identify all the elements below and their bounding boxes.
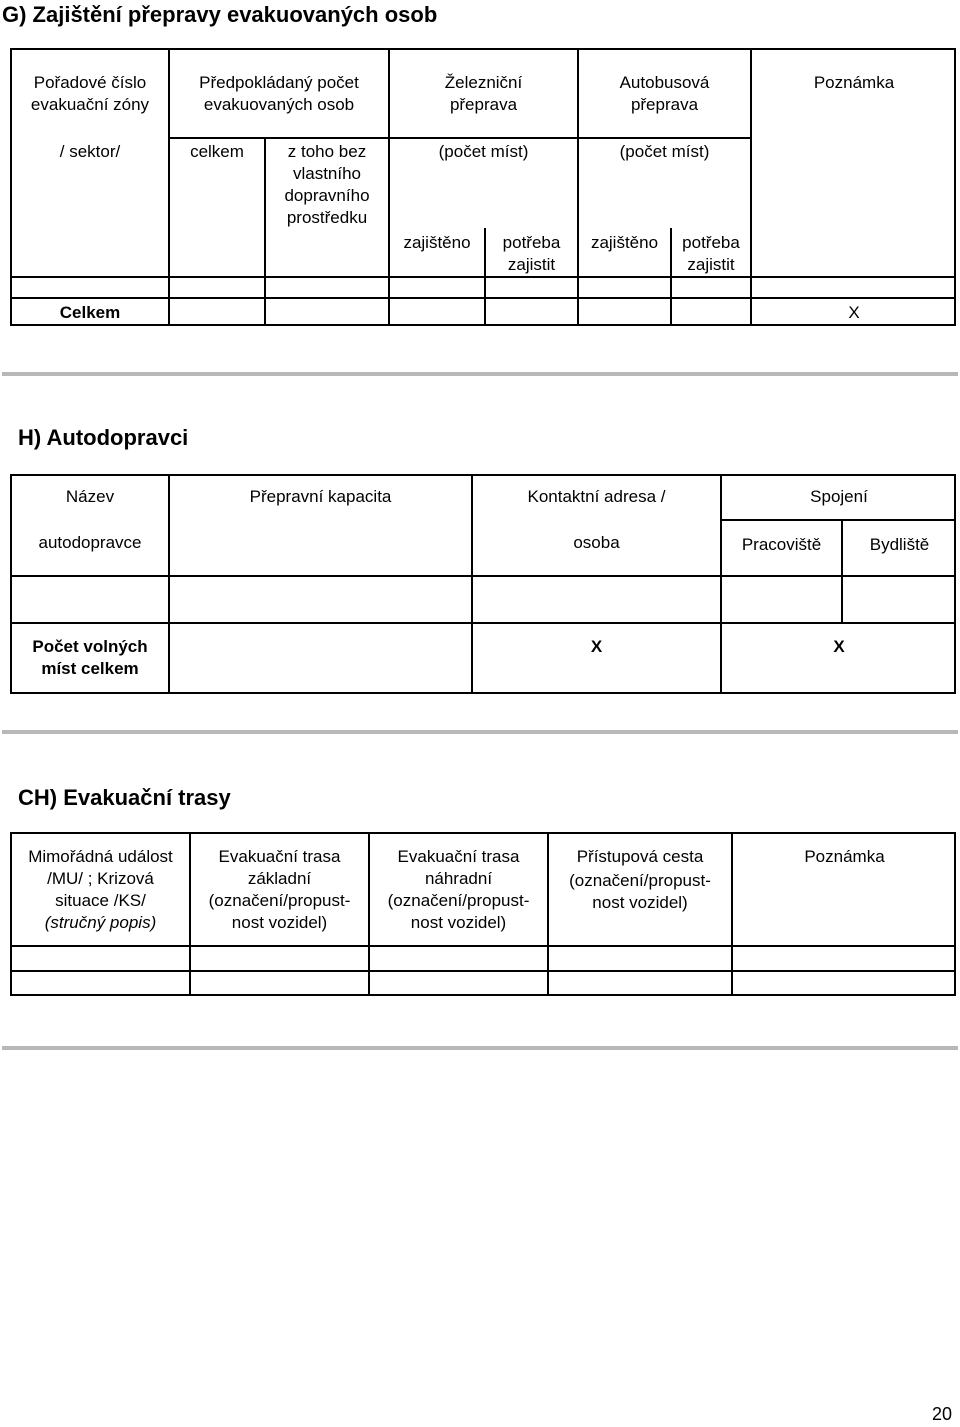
ch-c4-2: (označení/propust- <box>569 871 711 890</box>
ch-c3-1: Evakuační trasa <box>397 847 520 866</box>
g-bus-sub: (počet míst) <box>619 142 710 161</box>
h-name-2: autodopravce <box>38 533 142 552</box>
g-col1-line1: Pořadové číslo <box>33 73 147 92</box>
g-rail-line1: Železniční <box>444 73 523 92</box>
table-h-hline <box>10 622 956 624</box>
page-number: 20 <box>931 1404 952 1424</box>
g-bus-potreba-1: potřeba <box>682 233 740 252</box>
g-rail-line2: přeprava <box>449 95 518 114</box>
h-spojeni: Spojení <box>810 487 868 506</box>
h-x1: X <box>590 637 603 656</box>
h-free-seats <box>12 636 168 680</box>
g-rail-potreba <box>486 232 577 276</box>
g-bus-potreba-2: zajistit <box>687 255 735 274</box>
h-contact-1: Kontaktní adresa / <box>527 487 666 506</box>
g-rail-potreba-1: potřeba <box>502 233 561 252</box>
g-col1-line2: evakuační zóny <box>30 95 150 114</box>
g-bus-line1: Autobusová <box>619 73 710 92</box>
h-bydliste: Bydliště <box>869 535 930 554</box>
h-contact-2: osoba <box>573 533 620 552</box>
g-ztoho-4: prostředku <box>286 208 368 227</box>
ch-c2-2: základní <box>247 869 312 888</box>
g-ztoho-2: vlastního <box>292 164 362 183</box>
g-col2-celkem: celkem <box>190 142 244 161</box>
ch-c2-4: nost vozidel) <box>231 913 328 932</box>
table-g-hline <box>168 137 750 139</box>
table-g-hline <box>10 276 956 278</box>
g-bus-header <box>579 72 750 116</box>
g-rail-sub: (počet míst) <box>438 142 529 161</box>
g-note-header: Poznámka <box>813 73 895 92</box>
ch-col2-header <box>191 846 368 934</box>
g-total-label: Celkem <box>59 303 121 322</box>
table-ch-hline <box>10 970 956 972</box>
section-g-heading: G) Zajištění přepravy evakuovaných osob <box>2 2 438 27</box>
ch-col4-header <box>549 846 731 914</box>
g-col2-line1: Předpokládaný počet <box>199 73 359 92</box>
h-x2: X <box>833 637 845 656</box>
ch-col5-header: Poznámka <box>804 847 885 866</box>
ch-c3-4: nost vozidel) <box>410 913 507 932</box>
g-ztoho-1: z toho bez <box>287 142 367 161</box>
table-h-hline <box>10 575 956 577</box>
g-bus-line2: přeprava <box>630 95 699 114</box>
section-ch-heading: CH) Evakuační trasy <box>18 785 231 810</box>
table-h-hline <box>720 519 956 521</box>
ch-c1-3: situace /KS/ <box>55 891 146 910</box>
g-bus-potreba <box>672 232 750 276</box>
g-ztoho-3: dopravního <box>284 186 370 205</box>
g-total-x: X <box>848 303 860 322</box>
h-free-2: míst celkem <box>41 659 139 678</box>
ch-c1-4: (stručný popis) <box>44 913 157 932</box>
g-rail-header <box>390 72 577 116</box>
table-g-hline <box>10 297 956 299</box>
h-pracoviste: Pracoviště <box>741 535 822 554</box>
g-col1-header <box>12 72 168 116</box>
g-col1-sub: / sektor/ <box>59 142 121 161</box>
ch-c2-3: (označení/propust- <box>208 891 351 910</box>
g-col2-ztoho <box>266 141 388 229</box>
ch-col1-header <box>12 846 189 934</box>
g-rail-zajisteno: zajištěno <box>403 233 471 252</box>
ch-c2-1: Evakuační trasa <box>218 847 341 866</box>
g-col2-header <box>170 72 388 116</box>
h-name-1: Název <box>65 487 115 506</box>
h-free-1: Počet volných <box>32 637 148 656</box>
h-capacity: Přepravní kapacita <box>249 487 392 506</box>
g-bus-zajisteno: zajištěno <box>590 233 659 252</box>
ch-c1-2: /MU/ ; Krizová <box>47 869 154 888</box>
ch-col3-header <box>370 846 547 934</box>
ch-c3-2: náhradní <box>424 869 493 888</box>
g-col2-line2: evakuovaných osob <box>203 95 355 114</box>
ch-c4-3: nost vozidel) <box>592 893 688 912</box>
table-ch-hline <box>10 945 956 947</box>
separator-rule <box>2 1046 958 1050</box>
ch-c1-1: Mimořádná událost <box>28 847 173 866</box>
ch-c3-3: (označení/propust- <box>387 891 530 910</box>
separator-rule <box>2 730 958 734</box>
section-h-heading: H) Autodopravci <box>18 425 189 450</box>
separator-rule <box>2 372 958 376</box>
ch-c4-1: Přístupová cesta <box>576 847 704 866</box>
g-rail-potreba-2: zajistit <box>507 255 556 274</box>
